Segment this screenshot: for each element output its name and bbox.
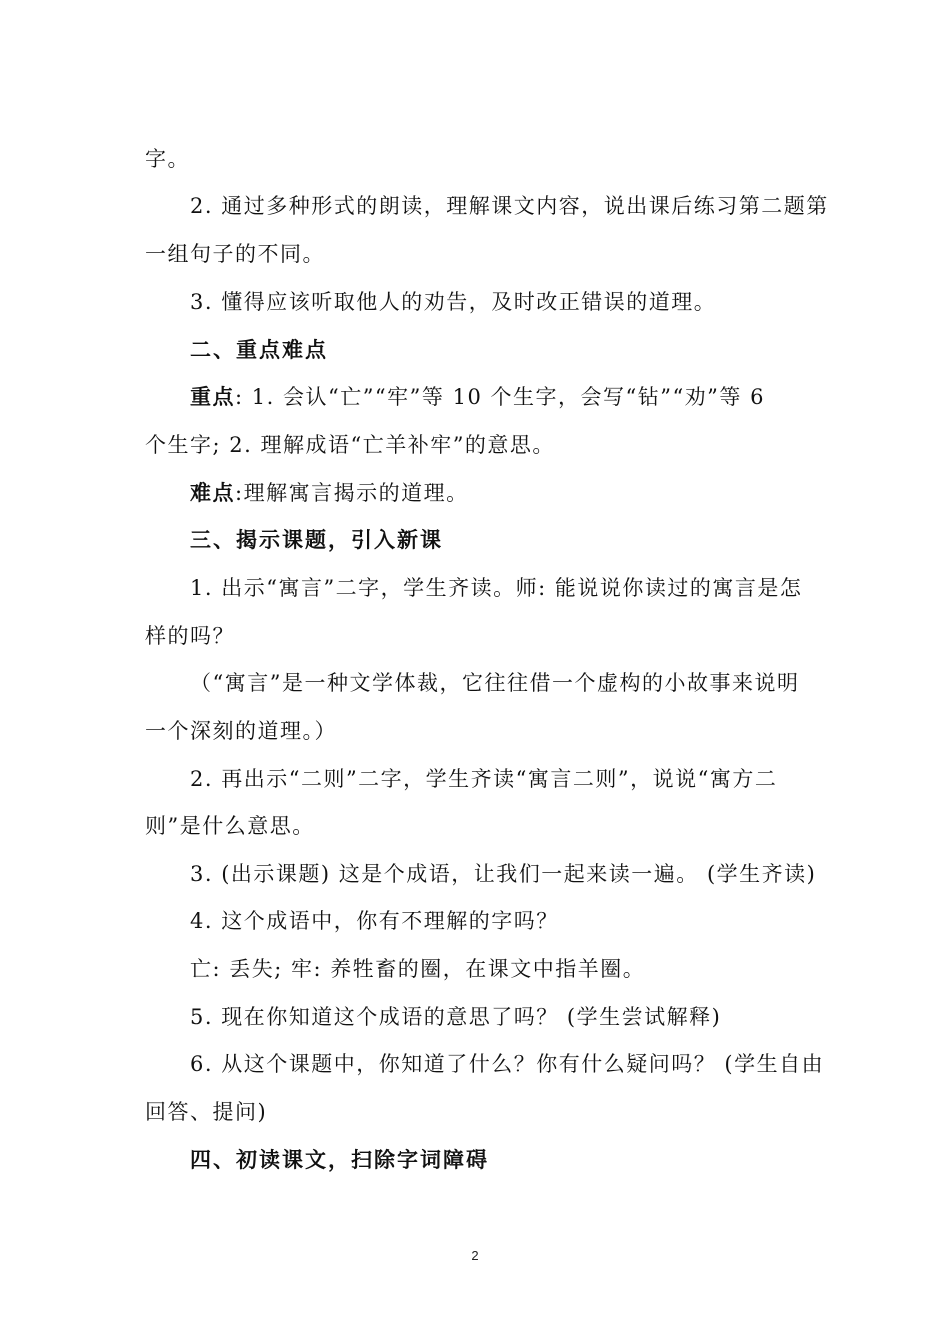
page-number: 2 [471, 1248, 479, 1263]
text-line: 3. (出示课题) 这是个成语，让我们一起来读一遍。 (学生齐读) [190, 862, 817, 886]
text-line: 一组句子的不同。 [145, 242, 325, 266]
key-point-text: : 1. 会认“亡”“牢”等 10 个生字，会写“钻”“劝”等 6 [235, 385, 765, 409]
text-line: 样的吗？ [145, 624, 235, 648]
text-line: （“寓言”是一种文学体裁，它往往借一个虚构的小故事来说明 [190, 671, 800, 695]
text-line: 6. 从这个课题中，你知道了什么？你有什么疑问吗？ (学生自由 [190, 1052, 825, 1076]
key-point-label: 重点 [190, 385, 235, 409]
text-line: 回答、提问) [145, 1100, 268, 1124]
text-line: 3. 懂得应该听取他人的劝告，及时改正错误的道理。 [190, 290, 717, 314]
difficulty-text: :理解寓言揭示的道理。 [235, 481, 469, 505]
text-line: 一个深刻的道理。） [145, 719, 337, 743]
text-line: 则”是什么意思。 [145, 814, 315, 838]
section-heading: 二、重点难点 [190, 338, 328, 362]
text-line: 字。 [145, 147, 190, 171]
text-line: 个生字; 2. 理解成语“亡羊补牢”的意思。 [145, 433, 555, 457]
text-line: 亡: 丢失; 牢: 养牲畜的圈，在课文中指羊圈。 [190, 957, 646, 981]
text-line: 5. 现在你知道这个成语的意思了吗？ (学生尝试解释) [190, 1005, 722, 1029]
text-line [0, 477, 950, 507]
text-line: 2. 通过多种形式的朗读，理解课文内容，说出课后练习第二题第 [190, 194, 829, 218]
section-heading: 四、初读课文，扫除字词障碍 [190, 1148, 489, 1172]
text-line [0, 381, 950, 411]
text-line: 2. 再出示“二则”二字，学生齐读“寓言二则”，说说“寓方二 [190, 767, 778, 791]
difficulty-label: 难点 [190, 481, 235, 505]
text-line: 4. 这个成语中，你有不理解的字吗？ [190, 909, 559, 933]
text-line: 1. 出示“寓言”二字，学生齐读。师: 能说说你读过的寓言是怎 [190, 576, 803, 600]
section-heading: 三、揭示课题，引入新课 [190, 528, 443, 552]
